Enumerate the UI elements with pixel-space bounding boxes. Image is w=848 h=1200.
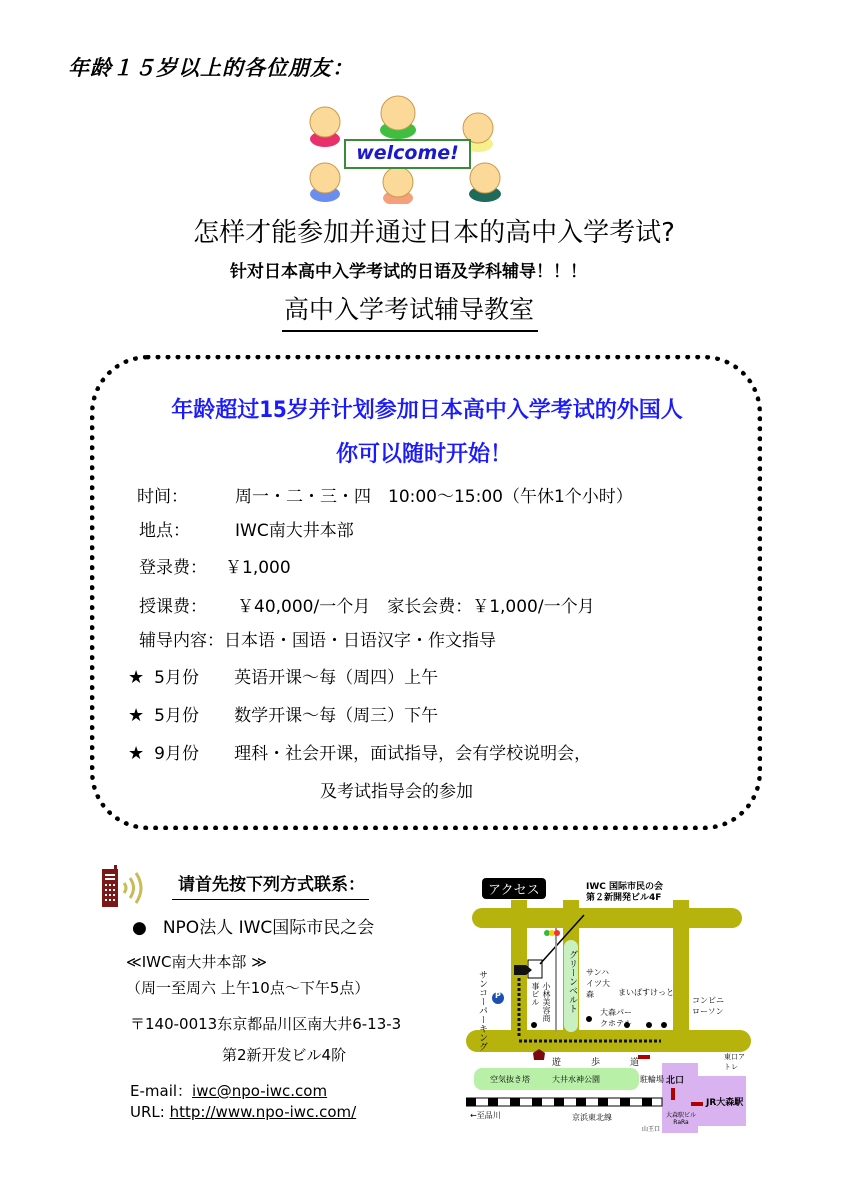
map-park-hotel: 大森パークホテル (600, 1008, 632, 1028)
map-green-belt: グリーンベルト (567, 950, 577, 1013)
map-north-exit: 北口 (666, 1076, 685, 1086)
map-sunheights: サンハイツ大森 (586, 968, 610, 999)
office-hours: （周一至周六 上午10点～下午5点） (126, 979, 370, 997)
star-icon: ★ (128, 705, 145, 726)
access-map (466, 870, 766, 1140)
url-line: URL: http://www.npo-iwc.com/ (130, 1103, 357, 1121)
greeting: 年龄１５岁以上的各位朋友： (68, 56, 354, 80)
welcome-illustration (300, 92, 505, 204)
contact-heading: 请首先按下列方式联系： (172, 870, 369, 900)
map-parking: サンコーパーキング (477, 970, 487, 1051)
start-anytime: 你可以随时开始！ (335, 442, 512, 467)
star-icon: ★ (128, 743, 145, 764)
schedule-item: ★ 5月份 数学开课～每（周三）下午 (128, 705, 439, 726)
detail-content: 辅导内容：日本语・国语・日语汉字・作文指导 (139, 631, 496, 651)
map-destination: IWC 国际市民の会 第２新開発ビル4F (586, 882, 664, 903)
schedule-continuation: 及考试指导会的参加 (320, 782, 473, 802)
building: 第2新开发ビル4阶 (222, 1046, 347, 1064)
map-shinagawa: ←至品川 (470, 1111, 501, 1120)
star-icon: ★ (128, 667, 145, 688)
detail-location: 地点： IWC南大井本部 (139, 521, 354, 541)
org-name: ● NPO法人 IWC国际市民之会 (132, 918, 375, 938)
map-keihin-line: 京浜東北線 (572, 1113, 612, 1122)
website-link[interactable]: http://www.npo-iwc.com/ (169, 1103, 357, 1121)
phone-icon (100, 865, 152, 913)
schedule-item: ★ 9月份 理科・社会开课，面试指导，会有学校说明会， (128, 743, 592, 764)
schedule-item: ★ 5月份 英语开课～每（周四）上午 (128, 667, 439, 688)
subheadline: 针对日本高中入学考试的日语及学科辅导！！！ (230, 262, 587, 282)
classroom-title: 高中入学考试辅导教室 (282, 290, 538, 332)
map-park: 大井水神公園 (552, 1075, 600, 1084)
welcome-banner: welcome! (356, 142, 459, 164)
map-maibasuket: まいばすけっと (618, 988, 674, 997)
map-bike-parking: 駐輪場 (640, 1075, 664, 1084)
email-line: E-mail：iwc@npo-iwc.com (130, 1082, 328, 1100)
map-lawson: コンビニローソン (692, 996, 724, 1016)
headline: 怎样才能参加并通过日本的高中入学考试? (193, 218, 675, 248)
map-title: アクセス (482, 878, 546, 899)
map-promenade: 遊 歩 道 (552, 1058, 640, 1068)
detail-tuition-fee: 授课费： ￥40,000/一个月 家长会费：￥1,000/一个月 (139, 597, 595, 617)
address: 〒140-0013东京都品川区南大井6-13-3 (130, 1015, 402, 1033)
bullet-icon: ● (132, 918, 147, 938)
detail-time: 时间： 周一・二・三・四 10:00～15:00（午休1个小时） (137, 487, 633, 507)
detail-registration-fee: 登录费： ￥1,000 (139, 558, 291, 578)
map-sanno: 山王口 (642, 1126, 661, 1133)
email-link[interactable]: iwc@npo-iwc.com (192, 1082, 328, 1100)
target-audience: 年龄超过15岁并计划参加日本高中入学考试的外国人 (171, 398, 683, 423)
branch-name: ≪IWC南大井本部 ≫ (126, 953, 267, 971)
parking-icon: P (495, 991, 501, 1000)
map-air-vent: 空気抜き塔 (490, 1075, 530, 1084)
map-kobayashi: 小林美容商事ビル (531, 982, 551, 1022)
map-east-exit: 東口アトレ (724, 1053, 745, 1071)
map-jr-station: JR大森駅 (706, 1098, 744, 1108)
map-rara: 大森駅ビルRaRa (665, 1112, 696, 1126)
